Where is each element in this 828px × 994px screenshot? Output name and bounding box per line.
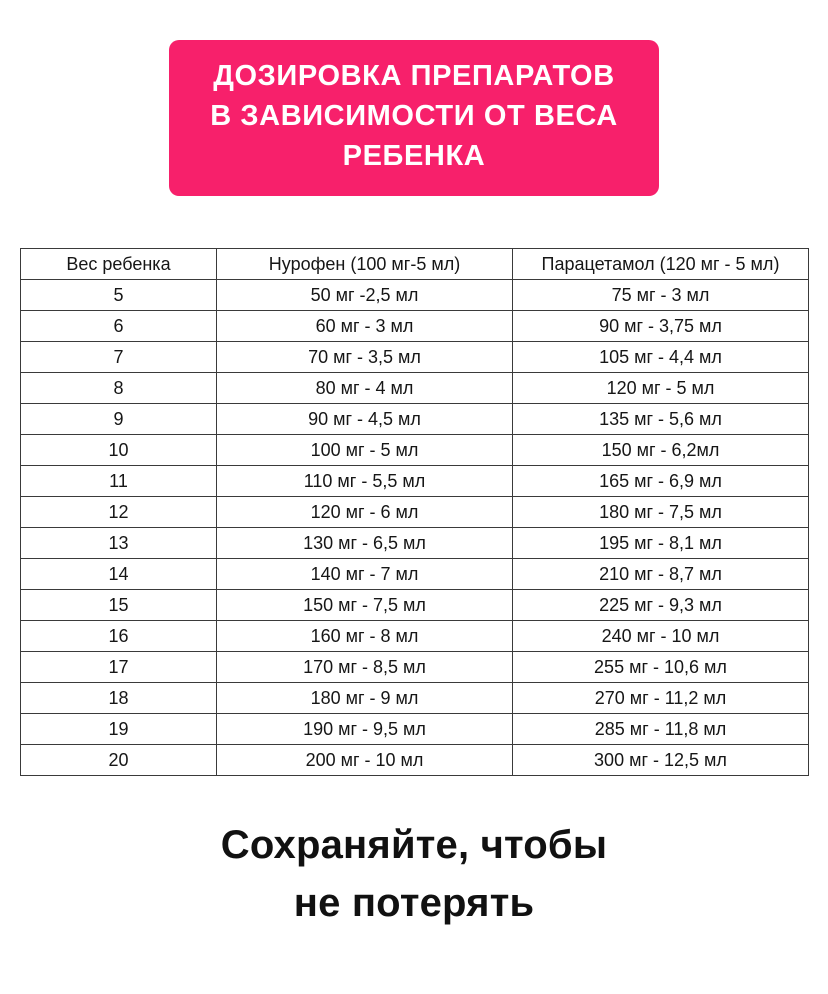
cell-nurofen: 110 мг - 5,5 мл: [217, 466, 513, 497]
cell-nurofen: 200 мг - 10 мл: [217, 745, 513, 776]
cell-paracetamol: 135 мг - 5,6 мл: [513, 404, 809, 435]
table-row: [21, 745, 809, 776]
table-header: [21, 249, 809, 280]
cell-paracetamol: 285 мг - 11,8 мл: [513, 714, 809, 745]
title-line-3: РЕБЕНКА: [342, 140, 486, 172]
table-row: [21, 280, 809, 311]
table-row: [21, 404, 809, 435]
cell-weight: 19: [21, 714, 217, 745]
cell-nurofen: 130 мг - 6,5 мл: [217, 528, 513, 559]
cell-paracetamol: 120 мг - 5 мл: [513, 373, 809, 404]
table-row: [21, 311, 809, 342]
cell-weight: 6: [21, 311, 217, 342]
cell-nurofen: 160 мг - 8 мл: [217, 621, 513, 652]
cell-weight: 18: [21, 683, 217, 714]
title-line-1: ДОЗИРОВКА ПРЕПАРАТОВ: [213, 60, 615, 92]
dosage-table-container: [0, 248, 828, 776]
table-row: [21, 590, 809, 621]
cell-nurofen: 190 мг - 9,5 мл: [217, 714, 513, 745]
cell-paracetamol: 150 мг - 6,2мл: [513, 435, 809, 466]
cell-weight: 20: [21, 745, 217, 776]
cell-paracetamol: 75 мг - 3 мл: [513, 280, 809, 311]
cell-weight: 13: [21, 528, 217, 559]
cell-paracetamol: 300 мг - 12,5 мл: [513, 745, 809, 776]
table-header-row: [21, 249, 809, 280]
cell-paracetamol: 195 мг - 8,1 мл: [513, 528, 809, 559]
cell-nurofen: 80 мг - 4 мл: [217, 373, 513, 404]
cell-paracetamol: 165 мг - 6,9 мл: [513, 466, 809, 497]
cell-paracetamol: 225 мг - 9,3 мл: [513, 590, 809, 621]
table-row: [21, 373, 809, 404]
cell-nurofen: 90 мг - 4,5 мл: [217, 404, 513, 435]
table-row: [21, 652, 809, 683]
cell-nurofen: 170 мг - 8,5 мл: [217, 652, 513, 683]
cell-paracetamol: 210 мг - 8,7 мл: [513, 559, 809, 590]
cell-paracetamol: 90 мг - 3,75 мл: [513, 311, 809, 342]
cell-weight: 8: [21, 373, 217, 404]
cell-weight: 11: [21, 466, 217, 497]
cell-weight: 14: [21, 559, 217, 590]
cell-paracetamol: 240 мг - 10 мл: [513, 621, 809, 652]
table-row: [21, 528, 809, 559]
table-row: [21, 621, 809, 652]
cell-paracetamol: 105 мг - 4,4 мл: [513, 342, 809, 373]
cell-weight: 17: [21, 652, 217, 683]
cell-paracetamol: 270 мг - 11,2 мл: [513, 683, 809, 714]
column-header-paracetamol: Парацетамол (120 мг - 5 мл): [513, 249, 809, 280]
cell-paracetamol: 180 мг - 7,5 мл: [513, 497, 809, 528]
cell-nurofen: 180 мг - 9 мл: [217, 683, 513, 714]
table-row: [21, 435, 809, 466]
cell-nurofen: 60 мг - 3 мл: [217, 311, 513, 342]
cell-weight: 12: [21, 497, 217, 528]
cell-nurofen: 100 мг - 5 мл: [217, 435, 513, 466]
table-row: [21, 683, 809, 714]
cell-weight: 10: [21, 435, 217, 466]
cell-weight: 15: [21, 590, 217, 621]
column-header-nurofen: Нурофен (100 мг-5 мл): [217, 249, 513, 280]
table-row: [21, 342, 809, 373]
title-line-2: В ЗАВИСИМОСТИ ОТ ВЕСА: [210, 100, 618, 132]
table-row: [21, 497, 809, 528]
title-banner-container: [0, 0, 828, 196]
cell-nurofen: 120 мг - 6 мл: [217, 497, 513, 528]
footer-line-2: не потерять: [293, 881, 535, 925]
table-row: [21, 714, 809, 745]
title-banner: [169, 40, 659, 196]
cell-nurofen: 140 мг - 7 мл: [217, 559, 513, 590]
cell-paracetamol: 255 мг - 10,6 мл: [513, 652, 809, 683]
cell-weight: 9: [21, 404, 217, 435]
cell-weight: 7: [21, 342, 217, 373]
footer-line-1: Сохраняйте, чтобы: [220, 823, 608, 867]
cell-weight: 16: [21, 621, 217, 652]
table-body: [21, 280, 809, 776]
cell-nurofen: 70 мг - 3,5 мл: [217, 342, 513, 373]
column-header-weight: Вес ребенка: [21, 249, 217, 280]
cell-nurofen: 50 мг -2,5 мл: [217, 280, 513, 311]
dosage-table: [20, 248, 809, 776]
table-row: [21, 559, 809, 590]
footer-caption: [0, 816, 828, 932]
cell-weight: 5: [21, 280, 217, 311]
cell-nurofen: 150 мг - 7,5 мл: [217, 590, 513, 621]
table-row: [21, 466, 809, 497]
